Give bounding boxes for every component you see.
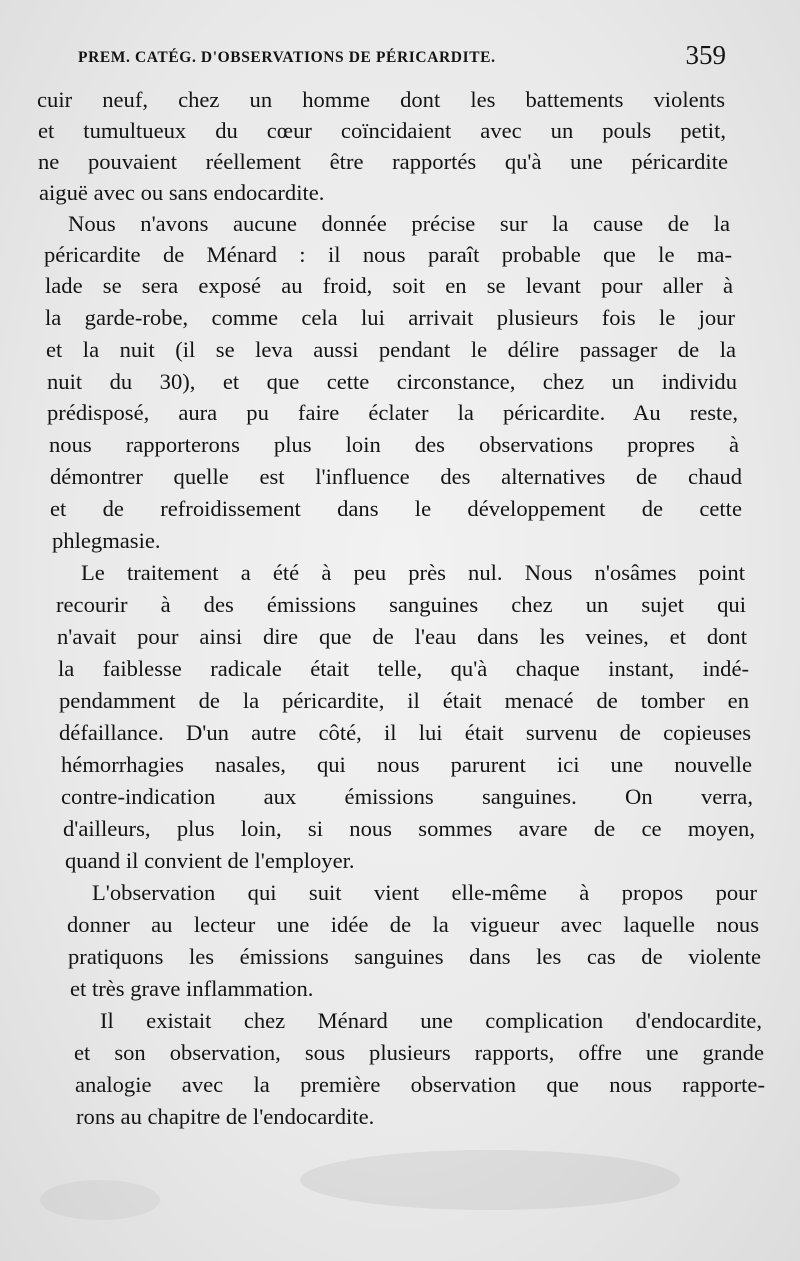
text-line: nuit du 30), et que cette circonstance, chez un individu xyxy=(47,369,737,394)
text-line: Le traitement a été à peu près nul. Nous n'osâmes point xyxy=(81,560,745,585)
text-line: donner au lecteur une idée de la vigueur avec laquelle nous xyxy=(67,912,759,937)
text-line: la faiblesse radicale était telle, qu'à chaque instant, indé- xyxy=(58,656,749,681)
text-line: rons au chapitre de l'endocardite. xyxy=(76,1104,375,1129)
text-line: démontrer quelle est l'influence des alternatives de chaud xyxy=(50,464,742,489)
text-line: cuir neuf, chez un homme dont les battements violents xyxy=(37,87,725,112)
page-number: 359 xyxy=(685,40,726,70)
text-line: et de refroidissement dans le développement de cette xyxy=(50,496,742,521)
text-line: ne pouvaient réellement être rapportés qu'à une péricardite xyxy=(38,149,728,174)
text-line: péricardite de Ménard : il nous paraît probable que le ma- xyxy=(44,242,732,267)
text-line: lade se sera exposé au froid, soit en se levant pour aller à xyxy=(45,273,733,298)
text-line: et la nuit (il se leva aussi pendant le délire passager de la xyxy=(46,337,736,362)
text-line: contre-indication aux émissions sanguines. On verra, xyxy=(61,784,753,809)
text-line: aiguë avec ou sans endocardite. xyxy=(39,180,325,205)
text-line: n'avait pour ainsi dire que de l'eau dans les veines, et dont xyxy=(57,624,747,649)
text-line: et très grave inflammation. xyxy=(70,976,314,1001)
text-line: d'ailleurs, plus loin, si nous sommes avare de ce moyen, xyxy=(63,816,755,841)
text-line: recourir à des émissions sanguines chez un sujet qui xyxy=(56,592,746,617)
bleed-through-stain xyxy=(300,1150,680,1210)
text-line: phlegmasie. xyxy=(52,528,161,553)
text-line: Nous n'avons aucune donnée précise sur la cause de la xyxy=(68,211,730,236)
text-line: L'observation qui suit vient elle-même à propos pour xyxy=(92,880,757,905)
text-line: et son observation, sous plusieurs rapports, offre une grande xyxy=(74,1040,764,1065)
bleed-through-stain xyxy=(40,1180,160,1220)
running-title: PREM. CATÉG. D'OBSERVATIONS DE PÉRICARDITE. xyxy=(78,49,496,66)
text-line: et tumultueux du cœur coïncidaient avec un pouls petit, xyxy=(38,118,726,143)
text-line: Il existait chez Ménard une complication d'endocardite, xyxy=(100,1008,762,1033)
text-line: pendamment de la péricardite, il était menacé de tomber en xyxy=(59,688,749,713)
text-line: analogie avec la première observation que nous rapporte- xyxy=(75,1072,765,1097)
text-line: prédisposé, aura pu faire éclater la péricardite. Au reste, xyxy=(47,400,738,425)
running-header xyxy=(78,40,728,74)
text-line: hémorrhagies nasales, qui nous parurent ici une nouvelle xyxy=(61,752,752,777)
text-line: défaillance. D'un autre côté, il lui était survenu de copieuses xyxy=(59,720,751,745)
text-line: pratiquons les émissions sanguines dans les cas de violente xyxy=(68,944,761,969)
text-line: la garde-robe, comme cela lui arrivait plusieurs fois le jour xyxy=(45,305,735,330)
text-line: nous rapporterons plus loin des observations propres à xyxy=(49,432,739,457)
text-line: quand il convient de l'employer. xyxy=(65,848,355,873)
